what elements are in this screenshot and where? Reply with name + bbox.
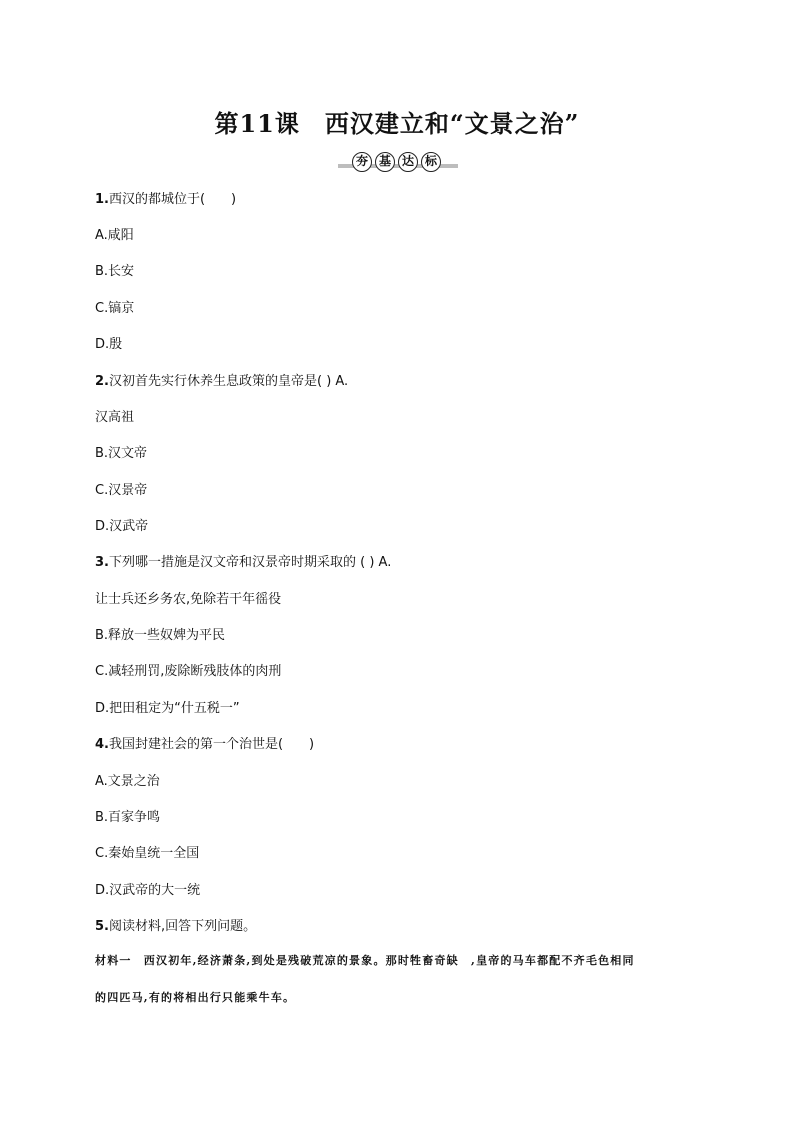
badge-char: 基 [375,152,395,172]
option: C.汉景帝 [95,483,148,498]
question-4 [95,733,314,752]
question-number: 5. [95,919,109,934]
question-2 [95,370,348,389]
option: A.文景之治 [95,774,160,789]
option: C.减轻刑罚,废除断残肢体的肉刑 [95,664,282,679]
option: C.镐京 [95,301,135,316]
option: D.汉武帝 [95,519,149,534]
material-line-1: 材料一 西汉初年,经济萧条,到处是残破荒凉的景象。那时牲畜奇缺 ,皇帝的马车都配不齐毛色相同 [95,954,635,967]
question-3 [95,551,391,570]
option: D.殷 [95,337,123,352]
question-number: 3. [95,555,109,570]
option: C.秦始皇统一全国 [95,846,200,861]
question-number: 2. [95,374,109,389]
option: A.咸阳 [95,228,134,243]
question-number: 4. [95,737,109,752]
option: 让士兵还乡务农,免除若干年徭役 [95,592,282,607]
option: B.百家争鸣 [95,810,161,825]
badge-char: 夯 [352,152,372,172]
option: B.长安 [95,264,135,279]
question-text: 下列哪一措施是汉文帝和汉景帝时期采取的 ( ) A. [108,555,392,570]
option: B.释放一些奴婢为平民 [95,628,226,643]
badge-char: 标 [421,152,441,172]
question-5 [95,915,256,934]
material-line-2: 的四匹马,有的将相出行只能乘牛车。 [95,991,296,1004]
question-text: 汉初首先实行休养生息政策的皇帝是( ) A. [108,374,349,389]
question-text: 西汉的都城位于( ) [108,192,237,207]
lesson-title: 第11课 西汉建立和“文景之治” [214,109,580,138]
question-text: 阅读材料,回答下列问题。 [108,919,257,934]
option: 汉高祖 [95,410,135,425]
question-number: 1. [95,192,109,207]
question-text: 我国封建社会的第一个治世是( ) [108,737,315,752]
badge-char: 达 [398,152,418,172]
option: D.把田租定为“什五税一” [95,701,240,716]
question-1 [95,188,236,207]
option: B.汉文帝 [95,446,148,461]
option: D.汉武帝的大一统 [95,883,201,898]
section-badge [338,152,458,174]
